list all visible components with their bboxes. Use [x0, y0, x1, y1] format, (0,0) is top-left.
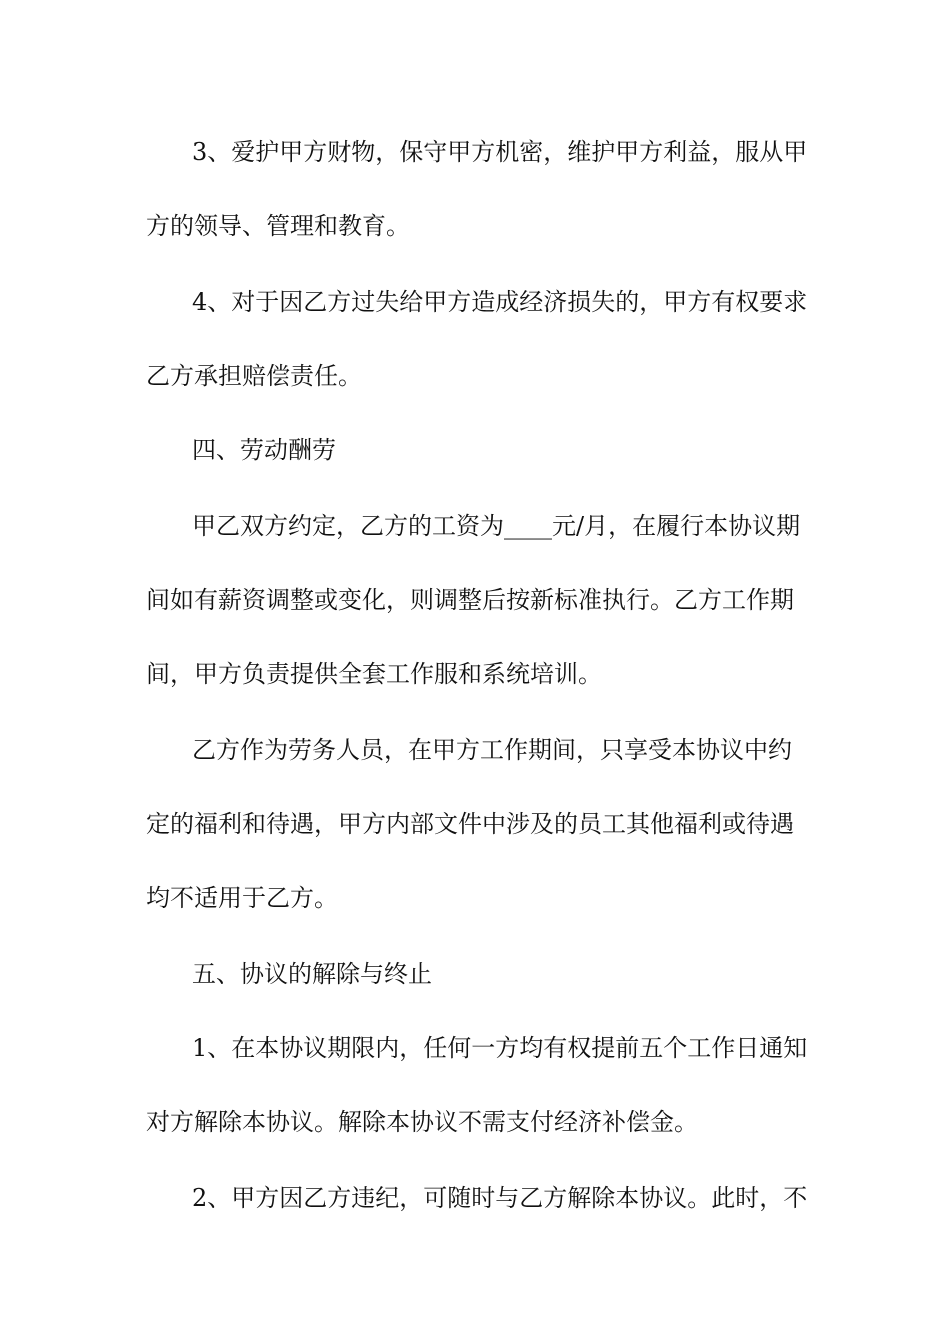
- section-heading: 五、协议的解除与终止: [192, 960, 432, 988]
- paragraph-line: 乙方承担赔偿责任。: [146, 362, 362, 390]
- paragraph-line: 1、在本协议期限内，任何一方均有权提前五个工作日通知: [192, 1034, 808, 1062]
- paragraph-line: 方的领导、管理和教育。: [146, 212, 410, 240]
- paragraph-line: 定的福利和待遇，甲方内部文件中涉及的员工其他福利或待遇: [146, 810, 794, 838]
- paragraph-line: 均不适用于乙方。: [146, 884, 338, 912]
- paragraph-line: 甲乙双方约定，乙方的工资为____元/月，在履行本协议期: [192, 512, 801, 540]
- paragraph-line: 4、对于因乙方过失给甲方造成经济损失的，甲方有权要求: [192, 288, 808, 316]
- paragraph-line: 3、爱护甲方财物，保守甲方机密，维护甲方利益，服从甲: [192, 138, 808, 166]
- paragraph-line: 2、甲方因乙方违纪，可随时与乙方解除本协议。此时，不: [192, 1184, 808, 1212]
- paragraph-line: 乙方作为劳务人员，在甲方工作期间，只享受本协议中约: [192, 736, 792, 764]
- paragraph-line: 间如有薪资调整或变化，则调整后按新标准执行。乙方工作期: [146, 586, 794, 614]
- paragraph-line: 对方解除本协议。解除本协议不需支付经济补偿金。: [146, 1108, 698, 1136]
- paragraph-line: 间，甲方负责提供全套工作服和系统培训。: [146, 660, 602, 688]
- section-heading: 四、劳动酬劳: [192, 436, 336, 464]
